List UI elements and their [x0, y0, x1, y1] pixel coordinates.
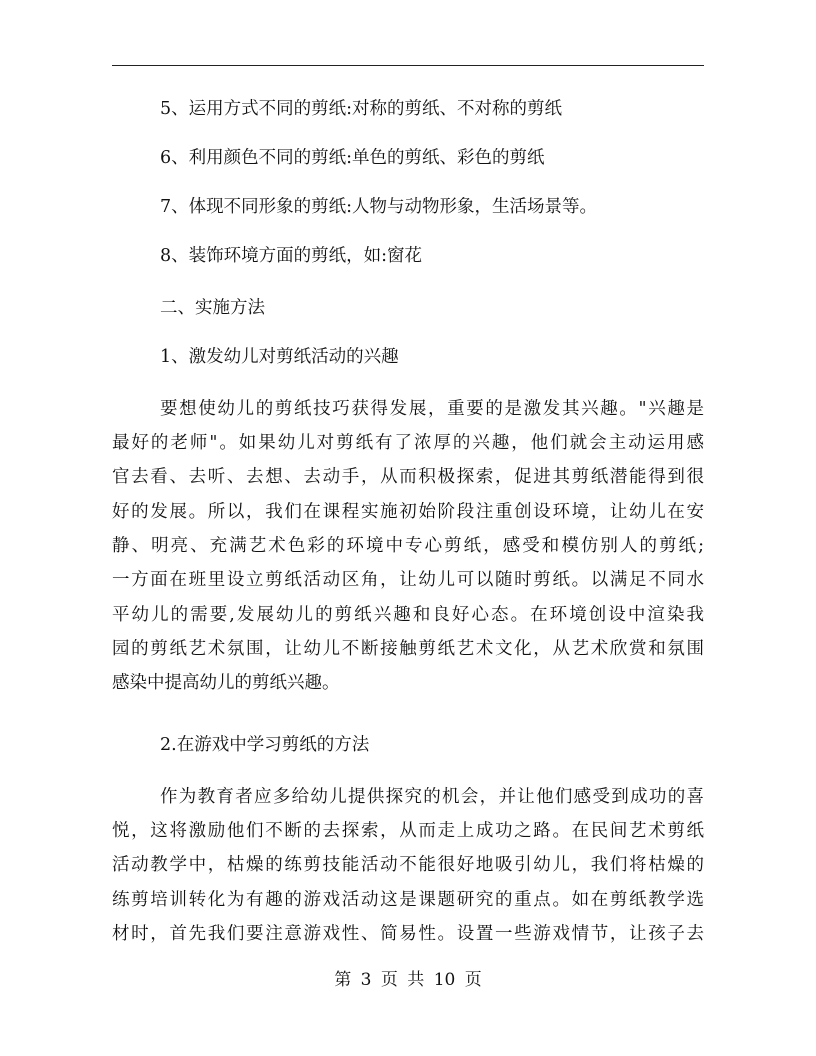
page-number-footer: 第 3 页 共 10 页 — [334, 970, 482, 990]
paragraph-line: 作为教育者应多给幼儿提供探究的机会，并让他们感受到成功的喜 — [160, 787, 704, 807]
paragraph-line: 静、明亮、充满艺术色彩的环境中专心剪纸，感受和模仿别人的剪纸; — [112, 536, 704, 556]
list-item-6: 6、利用颜色不同的剪纸:单色的剪纸、彩色的剪纸 — [160, 148, 545, 168]
paragraph-line: 好的发展。所以，我们在课程实施初始阶段注重创设环境，让幼儿在安 — [112, 502, 704, 522]
paragraph-line: 平幼儿的需要,发展幼儿的剪纸兴趣和良好心态。在环境创设中渲染我 — [112, 605, 704, 625]
paragraph-line: 要想使幼儿的剪纸技巧获得发展，重要的是激发其兴趣。"兴趣是 — [160, 399, 704, 419]
paragraph-line: 一方面在班里设立剪纸活动区角，让幼儿可以随时剪纸。以满足不同水 — [112, 570, 704, 590]
list-item-5: 5、运用方式不同的剪纸:对称的剪纸、不对称的剪纸 — [160, 99, 563, 119]
paragraph-line: 活动教学中，枯燥的练剪技能活动不能很好地吸引幼儿，我们将枯燥的 — [112, 855, 704, 875]
paragraph-line: 悦，这将激励他们不断的去探索，从而走上成功之路。在民间艺术剪纸 — [112, 821, 704, 841]
paragraph-line: 材时，首先我们要注意游戏性、简易性。设置一些游戏情节，让孩子去 — [112, 924, 704, 944]
subsection-heading-1: 1、激发幼儿对剪纸活动的兴趣 — [160, 347, 399, 367]
subsection-heading-2: 2.在游戏中学习剪纸的方法 — [160, 735, 370, 755]
section-heading: 二、实施方法 — [160, 298, 265, 318]
list-item-7: 7、体现不同形象的剪纸:人物与动物形象，生活场景等。 — [160, 197, 598, 217]
list-item-8: 8、装饰环境方面的剪纸，如:窗花 — [160, 246, 423, 266]
paragraph-line: 感染中提高幼儿的剪纸兴趣。 — [112, 673, 340, 693]
paragraph-line: 最好的老师"。如果幼儿对剪纸有了浓厚的兴趣，他们就会主动运用感 — [112, 433, 704, 453]
header-rule — [112, 65, 704, 66]
paragraph-line: 练剪培训转化为有趣的游戏活动这是课题研究的重点。如在剪纸教学选 — [112, 890, 704, 910]
paragraph-line: 官去看、去听、去想、去动手，从而积极探索，促进其剪纸潜能得到很 — [112, 467, 704, 487]
paragraph-line: 园的剪纸艺术氛围，让幼儿不断接触剪纸艺术文化，从艺术欣赏和氛围 — [112, 639, 704, 659]
